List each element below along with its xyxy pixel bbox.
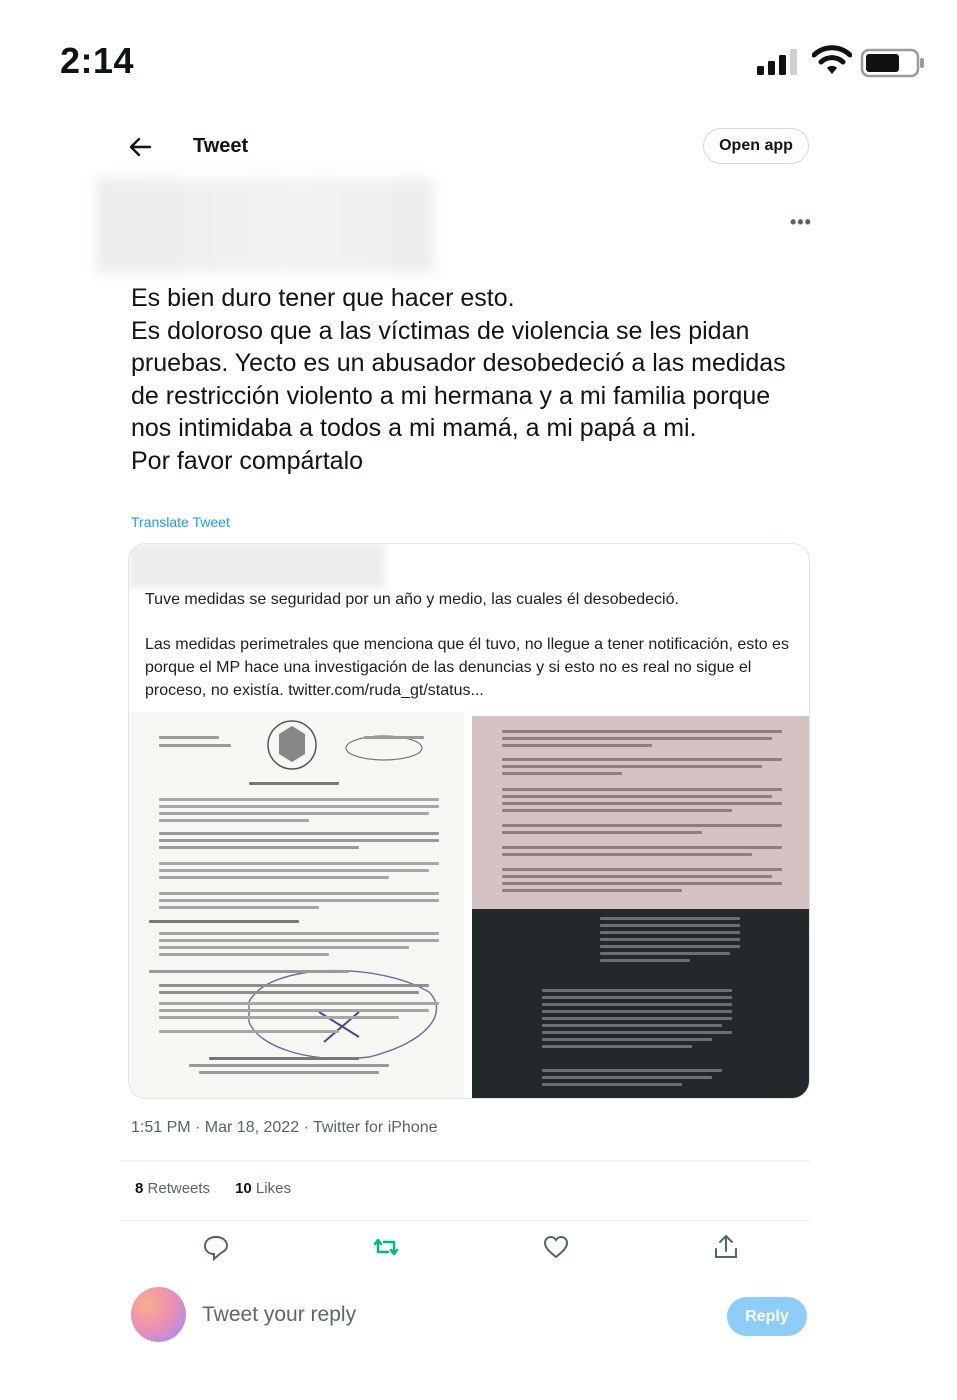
likes-label: Likes bbox=[255, 1180, 291, 1197]
dark-message-section bbox=[472, 909, 810, 1099]
divider bbox=[120, 1160, 810, 1161]
translate-tweet-link[interactable]: Translate Tweet bbox=[131, 514, 230, 530]
quoted-image-screenshot[interactable] bbox=[472, 716, 810, 1099]
blurred-author-info bbox=[96, 178, 434, 273]
tweet-text: Es bien duro tener que hacer esto. Es doloroso que a las víctimas de violencia se les pidan pruebas. Yecto es un abusador desobedeció a las medidas de restricción violento a mi hermana y a mi familia porque nos intimidaba a todos a mi mamá, a mi papá a mi. Por favor compártalo bbox=[131, 284, 786, 475]
blurred-quoted-author bbox=[129, 544, 385, 588]
quoted-paragraph-1: Tuve medidas se seguridad por un año y medio, las cuales él desobedeció. bbox=[145, 591, 679, 608]
status-bar bbox=[0, 0, 957, 110]
reply-icon[interactable] bbox=[201, 1232, 231, 1262]
more-icon[interactable]: ••• bbox=[790, 212, 812, 232]
quoted-image-document[interactable] bbox=[129, 712, 464, 1099]
avatar bbox=[131, 1287, 186, 1342]
retweets-stat[interactable] bbox=[135, 1180, 210, 1197]
battery-icon bbox=[860, 47, 926, 79]
retweet-icon[interactable] bbox=[371, 1232, 401, 1262]
page-title: Tweet bbox=[193, 135, 249, 157]
quoted-paragraph-2: Las medidas perimetrales que menciona que él tuvo, no llegue a tener notificación, esto es porque el MP hace una investigación de las denuncias y si esto no es real no sigue el proceso, no existía. twitter.com/ruda_gt/status... bbox=[145, 636, 789, 699]
cellular-signal-icon bbox=[755, 48, 801, 76]
tweet-header bbox=[110, 118, 830, 176]
likes-stat[interactable] bbox=[235, 1180, 291, 1197]
quoted-tweet-text bbox=[145, 588, 797, 702]
divider bbox=[120, 1220, 810, 1221]
like-icon[interactable] bbox=[541, 1232, 571, 1262]
pink-document-section bbox=[472, 716, 810, 909]
quoted-tweet-card[interactable] bbox=[128, 543, 810, 1099]
back-arrow-icon[interactable] bbox=[128, 136, 152, 158]
reply-input[interactable] bbox=[200, 1302, 704, 1328]
wifi-icon bbox=[812, 44, 852, 76]
status-time: 2:14 bbox=[60, 40, 135, 81]
open-app-button[interactable]: Open app bbox=[703, 128, 809, 164]
share-icon[interactable] bbox=[711, 1232, 741, 1262]
likes-count: 10 bbox=[235, 1180, 252, 1197]
retweets-count: 8 bbox=[135, 1180, 144, 1197]
reply-button[interactable]: Reply bbox=[727, 1297, 807, 1336]
retweets-label: Retweets bbox=[147, 1180, 211, 1197]
tweet-timestamp: 1:51 PM · Mar 18, 2022 · Twitter for iPhone bbox=[131, 1119, 438, 1136]
tweet-stats bbox=[135, 1180, 291, 1197]
